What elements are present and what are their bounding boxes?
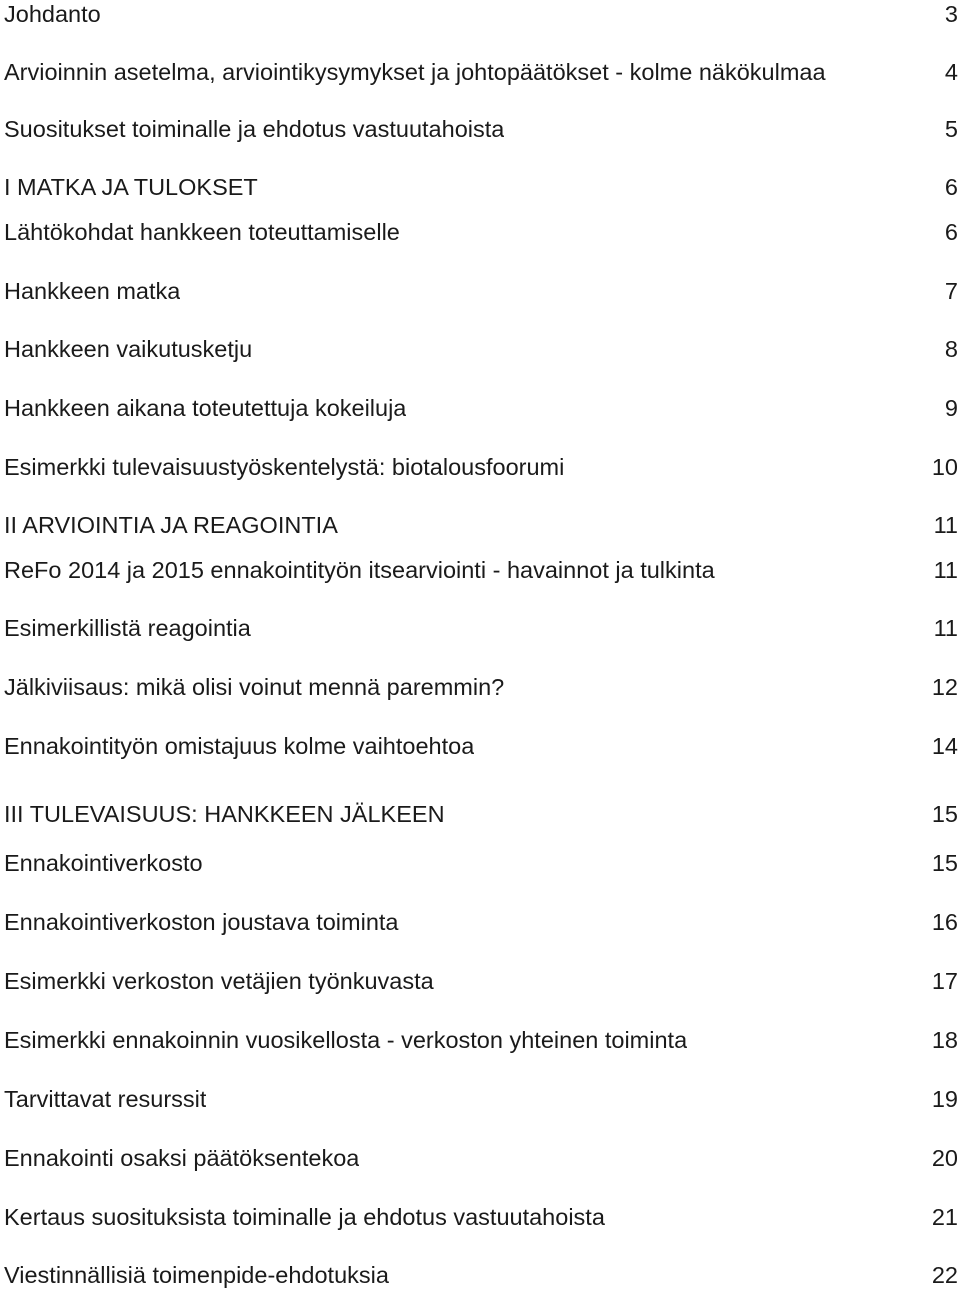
toc-entry-page: 6 (944, 219, 958, 245)
toc-entry-page: 14 (931, 733, 958, 759)
toc-entry[interactable] (4, 510, 960, 540)
toc-entry-page: 17 (931, 968, 958, 994)
toc-entry[interactable] (4, 334, 960, 364)
toc-entry[interactable] (4, 393, 960, 423)
toc-entry-page: 5 (944, 116, 958, 142)
toc-entry-page: 11 (933, 615, 958, 641)
toc-entry-page: 20 (931, 1145, 958, 1171)
toc-entry-page: 3 (944, 1, 958, 27)
toc-entry-title: Ennakointiverkosto (4, 850, 203, 876)
toc-entry-title: Jälkiviisaus: mikä olisi voinut mennä paremmin? (4, 674, 505, 700)
toc-entry-title: I MATKA JA TULOKSET (4, 174, 258, 200)
toc-entry[interactable] (4, 0, 960, 29)
toc-entry-title: III TULEVAISUUS: HANKKEEN JÄLKEEN (4, 801, 445, 827)
toc-entry[interactable] (4, 114, 960, 144)
toc-entry[interactable] (4, 1143, 960, 1173)
toc-entry-title: Johdanto (4, 1, 101, 27)
toc-entry-page: 15 (931, 850, 958, 876)
toc-entry-page: 6 (944, 174, 958, 200)
toc-entry-title: Kertaus suosituksista toiminalle ja ehdotus vastuutahoista (4, 1204, 605, 1230)
toc-entry-page: 7 (944, 278, 958, 304)
toc-entry[interactable] (4, 907, 960, 937)
toc-entry-page: 9 (944, 395, 958, 421)
toc-entry[interactable] (4, 1025, 960, 1055)
toc-entry-page: 19 (931, 1086, 958, 1112)
toc-entry-title: Esimerkki verkoston vetäjien työnkuvasta (4, 968, 434, 994)
toc-entry[interactable] (4, 1202, 960, 1232)
toc-entry[interactable] (4, 276, 960, 306)
toc-entry[interactable] (4, 731, 960, 761)
toc-entry-title: Esimerkki tulevaisuustyöskentelystä: biotalousfoorumi (4, 454, 565, 480)
toc-entry-page: 8 (944, 336, 958, 362)
toc-entry-title: Ennakointi osaksi päätöksentekoa (4, 1145, 360, 1171)
toc-entry[interactable] (4, 613, 960, 643)
toc-entry-page: 21 (931, 1204, 958, 1230)
toc-entry[interactable] (4, 799, 960, 829)
toc-entry[interactable] (4, 217, 960, 247)
toc-entry-page: 18 (931, 1027, 958, 1053)
toc-entry[interactable] (4, 555, 960, 585)
toc-entry[interactable] (4, 848, 960, 878)
toc-entry-page: 11 (933, 512, 958, 538)
toc-entry-title: Hankkeen aikana toteutettuja kokeiluja (4, 395, 407, 421)
toc-entry-title: Esimerkki ennakoinnin vuosikellosta - verkoston yhteinen toiminta (4, 1027, 688, 1053)
toc-entry[interactable] (4, 672, 960, 702)
toc-entry-page: 10 (931, 454, 958, 480)
toc-entry-title: Hankkeen matka (4, 278, 181, 304)
toc-entry-title: Hankkeen vaikutusketju (4, 336, 253, 362)
toc-entry-title: Esimerkillistä reagointia (4, 615, 251, 641)
toc-entry-page: 12 (931, 674, 958, 700)
toc-entry-title: ReFo 2014 ja 2015 ennakointityön itsearviointi - havainnot ja tulkinta (4, 557, 715, 583)
toc-entry-title: Viestinnällisiä toimenpide-ehdotuksia (4, 1262, 389, 1288)
toc-entry-page: 16 (931, 909, 958, 935)
toc-entry[interactable] (4, 1084, 960, 1114)
toc-entry[interactable] (4, 452, 960, 482)
toc-entry[interactable] (4, 57, 960, 87)
toc-entry-title: Suositukset toiminalle ja ehdotus vastuutahoista (4, 116, 505, 142)
toc-entry-title: Tarvittavat resurssit (4, 1086, 207, 1112)
toc-entry-page: 4 (944, 59, 958, 85)
toc-entry-title: Arvioinnin asetelma, arviointikysymykset ja johtopäätökset - kolme näkökulmaa (4, 59, 826, 85)
toc-entry-page: 15 (931, 801, 958, 827)
toc-entry-page: 11 (933, 557, 958, 583)
toc-entry-title: Ennakointiverkoston joustava toiminta (4, 909, 399, 935)
toc-entry[interactable] (4, 172, 960, 202)
toc-entry-title: Lähtökohdat hankkeen toteuttamiselle (4, 219, 400, 245)
toc-entry-title: Ennakointityön omistajuus kolme vaihtoehtoa (4, 733, 475, 759)
toc-entry-title: II ARVIOINTIA JA REAGOINTIA (4, 512, 338, 538)
toc-entry[interactable] (4, 1260, 960, 1290)
toc-entry[interactable] (4, 966, 960, 996)
toc-entry-page: 22 (931, 1262, 958, 1288)
